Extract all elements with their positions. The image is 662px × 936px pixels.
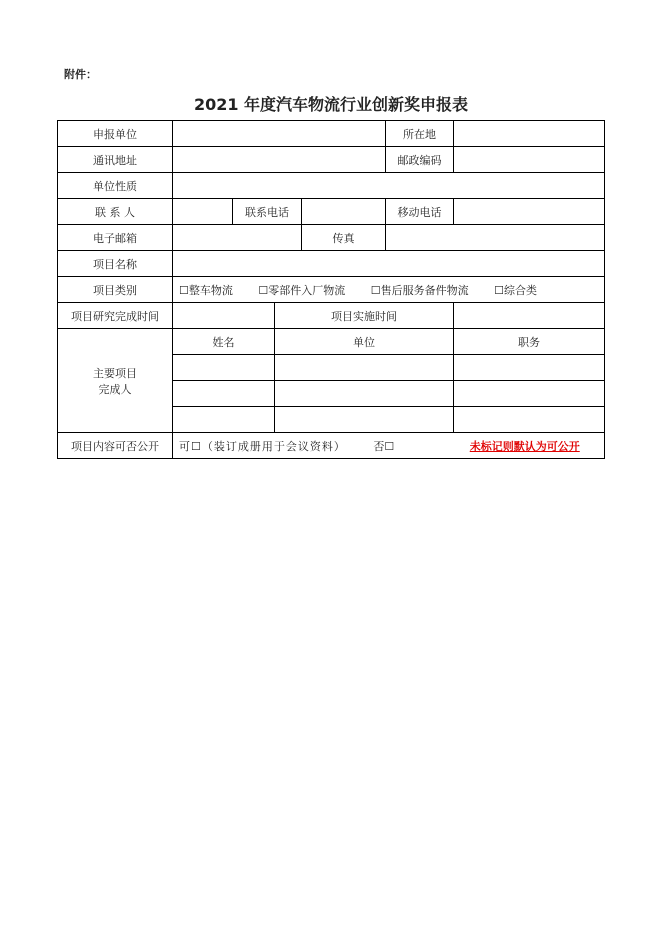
attachment-label: 附件： xyxy=(64,68,97,81)
project-name-label: 项目名称 xyxy=(58,251,173,277)
fax-input[interactable] xyxy=(386,225,605,251)
postcode-label: 邮政编码 xyxy=(386,147,454,173)
research-time-input[interactable] xyxy=(173,303,275,329)
impl-time-label: 项目实施时间 xyxy=(275,303,454,329)
main-persons-label xyxy=(58,329,173,433)
mobile-label: 移动电话 xyxy=(386,199,454,225)
person-unit-input[interactable] xyxy=(275,381,454,407)
public-no-checkbox[interactable]: 否☐ xyxy=(373,439,395,453)
impl-time-input[interactable] xyxy=(454,303,605,329)
category-option-comprehensive[interactable]: ☐综合类 xyxy=(494,283,537,297)
address-label: 通讯地址 xyxy=(58,147,173,173)
person-name-input[interactable] xyxy=(173,381,275,407)
col-unit-header: 单位 xyxy=(275,329,454,355)
mobile-input[interactable] xyxy=(454,199,605,225)
category-option-vehicle[interactable]: ☐整车物流 xyxy=(179,283,233,297)
person-unit-input[interactable] xyxy=(275,407,454,433)
person-position-input[interactable] xyxy=(454,381,605,407)
row-applicant xyxy=(58,121,605,147)
col-name-header: 姓名 xyxy=(173,329,275,355)
row-times xyxy=(58,303,605,329)
org-type-label: 单位性质 xyxy=(58,173,173,199)
category-options xyxy=(173,277,605,303)
contact-input[interactable] xyxy=(173,199,233,225)
category-label: 项目类别 xyxy=(58,277,173,303)
row-project-name xyxy=(58,251,605,277)
public-default-note: 未标记则默认为可公开 xyxy=(469,439,580,453)
application-form-table xyxy=(57,120,605,459)
row-email xyxy=(58,225,605,251)
location-input[interactable] xyxy=(454,121,605,147)
person-position-input[interactable] xyxy=(454,407,605,433)
phone-input[interactable] xyxy=(302,199,386,225)
main-persons-label-line1: 主要项目 xyxy=(93,366,137,380)
email-label: 电子邮箱 xyxy=(58,225,173,251)
person-position-input[interactable] xyxy=(454,355,605,381)
public-label: 项目内容可否公开 xyxy=(58,433,173,459)
row-persons-header xyxy=(58,329,605,355)
org-type-input[interactable] xyxy=(173,173,605,199)
category-option-parts[interactable]: ☐零部件入厂物流 xyxy=(258,283,346,297)
public-options xyxy=(173,433,605,459)
form-title: 2021 年度汽车物流行业创新奖申报表 xyxy=(193,95,469,114)
contact-label: 联 系 人 xyxy=(58,199,173,225)
category-option-aftersales[interactable]: ☐售后服务备件物流 xyxy=(370,283,469,297)
fax-label: 传真 xyxy=(302,225,386,251)
person-unit-input[interactable] xyxy=(275,355,454,381)
research-time-label: 项目研究完成时间 xyxy=(58,303,173,329)
applicant-label: 申报单位 xyxy=(58,121,173,147)
project-name-input[interactable] xyxy=(173,251,605,277)
applicant-input[interactable] xyxy=(173,121,386,147)
phone-label: 联系电话 xyxy=(233,199,302,225)
email-input[interactable] xyxy=(173,225,302,251)
row-org-type xyxy=(58,173,605,199)
col-position-header: 职务 xyxy=(454,329,605,355)
row-address xyxy=(58,147,605,173)
main-persons-label-line2: 完成人 xyxy=(98,382,132,396)
person-name-input[interactable] xyxy=(173,407,275,433)
address-input[interactable] xyxy=(173,147,386,173)
postcode-input[interactable] xyxy=(454,147,605,173)
public-yes-checkbox[interactable]: 可☐（装订成册用于会议资料） xyxy=(179,439,346,453)
person-name-input[interactable] xyxy=(173,355,275,381)
location-label: 所在地 xyxy=(386,121,454,147)
row-public xyxy=(58,433,605,459)
row-category xyxy=(58,277,605,303)
row-contact xyxy=(58,199,605,225)
